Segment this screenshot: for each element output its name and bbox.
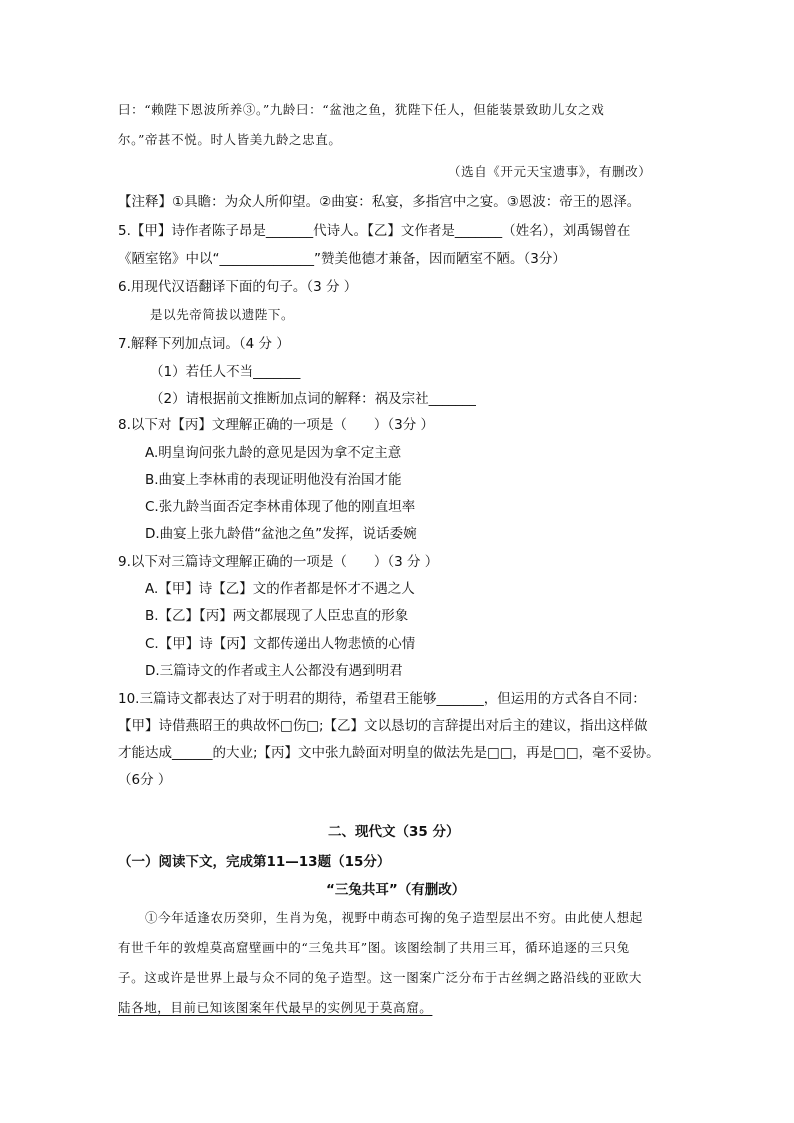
article-paragraph-1-line-3: 子。这或许是世界上最与众不同的兔子造型。这一图案广泛分布于古丝绸之路沿线的亚欧大 [118,970,643,985]
question-7-item-1: （1）若任人不当_______ [150,364,301,380]
question-6-sentence: 是以先帝简拔以遗陛下。 [150,307,295,322]
question-7-stem: 7.解释下列加点词。（4 分 ） [118,336,290,352]
article-paragraph-1-line-1: ①今年适逢农历癸卯，生肖为兔，视野中萌态可掬的兔子造型层出不穷。由此使人想起 [145,910,643,925]
question-10-line-1: 10.三篇诗文都表达了对于明君的期待，希望君王能够_______，但运用的方式各自不同： [118,691,646,707]
annotation-notes: 【注释】①具瞻：为众人所仰望。②曲宴：私宴，多指宫中之宴。③恩波：帝王的恩泽。 [118,194,641,210]
question-9-option-d: D.三篇诗文的作者或主人公都没有遇到明君 [145,663,403,679]
question-10-line-2: 【甲】诗借燕昭王的典故怀□伤□;【乙】文以恳切的言辞提出对后主的建议，指出这样做 [118,718,648,734]
question-10-line-4: （6分 ） [118,772,172,788]
question-9-stem: 9.以下对三篇诗文理解正确的一项是（ ）（3 分 ） [118,554,439,570]
question-9-option-b: B.【乙】【丙】两文都展现了人臣忠直的形象 [145,608,409,624]
question-8-option-a: A.明皇询问张九龄的意见是因为拿不定主意 [145,445,402,461]
question-5-line-2: 《陋室铭》中以“______________”赞美他德才兼备，因而陋室不陋。（3分） [118,251,566,267]
question-5-line-1: 5.【甲】诗作者陈子昂是_______代诗人。【乙】文作者是_______（姓名），刘禹锡曾在 [118,223,631,239]
question-7-item-2: （2）请根据前文推断加点词的解释：祸及宗社_______ [150,391,476,407]
article-paragraph-1-line-2: 有世千年的敦煌莫高窟壁画中的“三兔共耳”图。该图绘制了共用三耳，循环追逐的三只兔 [118,940,630,955]
section-2-title: 二、现代文（35 分） [328,824,460,840]
question-6-stem: 6.用现代汉语翻译下面的句子。（3 分 ） [118,279,358,295]
article-title: “三兔共耳”（有删改） [326,882,466,898]
question-8-stem: 8.以下对【丙】文理解正确的一项是（ ）（3分 ） [118,417,435,433]
question-10-line-3: 才能达成______的大业;【丙】文中张九龄面对明皇的做法先是□□，再是□□，毫不妥协。 [118,745,660,761]
question-8-option-d: D.曲宴上张九龄借“盆池之鱼”发挥，说话委婉 [145,526,417,542]
passage-bing-source: （选自《开元天宝遗事》，有删改） [448,164,652,179]
question-9-option-a: A.【甲】诗【乙】文的作者都是怀才不遇之人 [145,581,415,597]
section-2-part-1-heading: （一）阅读下文，完成第11—13题（15分） [118,854,391,870]
question-9-option-c: C.【甲】诗【丙】文都传递出人物悲愤的心情 [145,636,416,652]
passage-bing-line-1: 曰：“赖陛下恩波所养③。”九龄曰：“盆池之鱼，犹陛下任人，但能装景致助儿女之戏 [118,102,605,117]
passage-bing-line-2: 尔。”帝甚不悦。时人皆美九龄之忠直。 [118,132,342,147]
question-8-option-c: C.张九龄当面否定李林甫体现了他的刚直坦率 [145,499,416,515]
question-8-option-b: B.曲宴上李林甫的表现证明他没有治国才能 [145,472,402,488]
article-paragraph-1-line-4: 陆各地，目前已知该图案年代最早的实例见于莫高窟。 [118,1000,433,1015]
